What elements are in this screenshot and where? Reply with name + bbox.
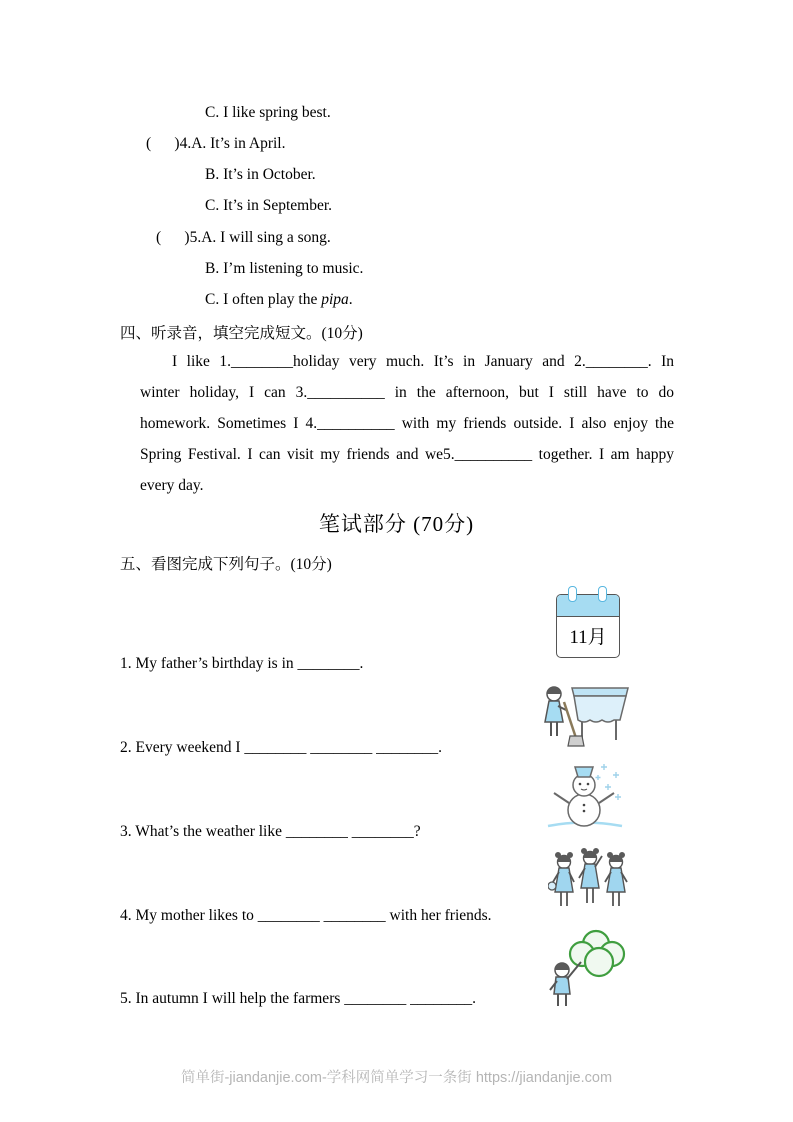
option-4b: B. It’s in October. — [205, 166, 316, 183]
girls-shopping-icon — [548, 840, 632, 924]
calendar-body — [556, 594, 620, 658]
section4-header: 四、听录音，填空完成短文。(10分) — [120, 325, 363, 342]
picking-illustration — [544, 924, 630, 1008]
question-line-3: 3. What’s the weather like ________ ________? — [120, 823, 421, 840]
option-3c: C. I like spring best. — [205, 104, 331, 121]
shopping-illustration — [548, 840, 632, 924]
option-5b: B. I’m listening to music. — [205, 260, 364, 277]
calendar-header-band — [557, 595, 619, 617]
section5-header: 五、看图完成下列句子。(10分) — [120, 556, 332, 573]
picking-fruit-icon — [544, 924, 630, 1008]
written-part-heading: 笔试部分 (70分) — [318, 512, 475, 536]
calendar-ring-icon — [598, 586, 607, 602]
site-footer: 简单街-jiandanjie.com-学科网简单学习一条街 https://jiandanjie.com — [180, 1070, 613, 1086]
option-5c-pre: C. I often play the — [205, 291, 322, 308]
snowman-icon — [544, 760, 626, 830]
passage-line: winter holiday, I can 3.__________ in the afternoon, but I still have to do — [140, 384, 674, 401]
question-line-1: 1. My father’s birthday is in ________. — [120, 655, 364, 672]
question-line-4: 4. My mother likes to ________ ________ with her friends. — [120, 907, 492, 924]
passage-line: I like 1.________holiday very much. It’s in January and 2.________. In — [172, 353, 674, 370]
pipa-italic: pipa — [321, 291, 349, 308]
snowman-illustration — [544, 760, 626, 830]
question-line-2: 2. Every weekend I ________ ________ ________. — [120, 739, 443, 756]
option-5c — [205, 291, 353, 309]
cleaning-illustration — [540, 676, 630, 748]
question-5: ( )5.A. I will sing a song. — [156, 229, 331, 246]
calendar-ring-icon — [568, 586, 577, 602]
calendar-illustration — [556, 586, 620, 660]
cleaning-icon — [540, 676, 630, 748]
question-4: ( )4.A. It’s in April. — [146, 135, 286, 152]
option-4c: C. It’s in September. — [205, 197, 333, 214]
question-line-5: 5. In autumn I will help the farmers ________ ________. — [120, 990, 477, 1007]
passage-line: homework. Sometimes I 4.__________ with my friends outside. I also enjoy the — [140, 415, 674, 432]
option-5c-post: . — [348, 291, 353, 308]
passage-line: every day. — [140, 477, 204, 494]
passage-line: Spring Festival. I can visit my friends and we5.__________ together. I am happy — [140, 446, 674, 463]
calendar-month-label: 11月 — [569, 627, 607, 648]
